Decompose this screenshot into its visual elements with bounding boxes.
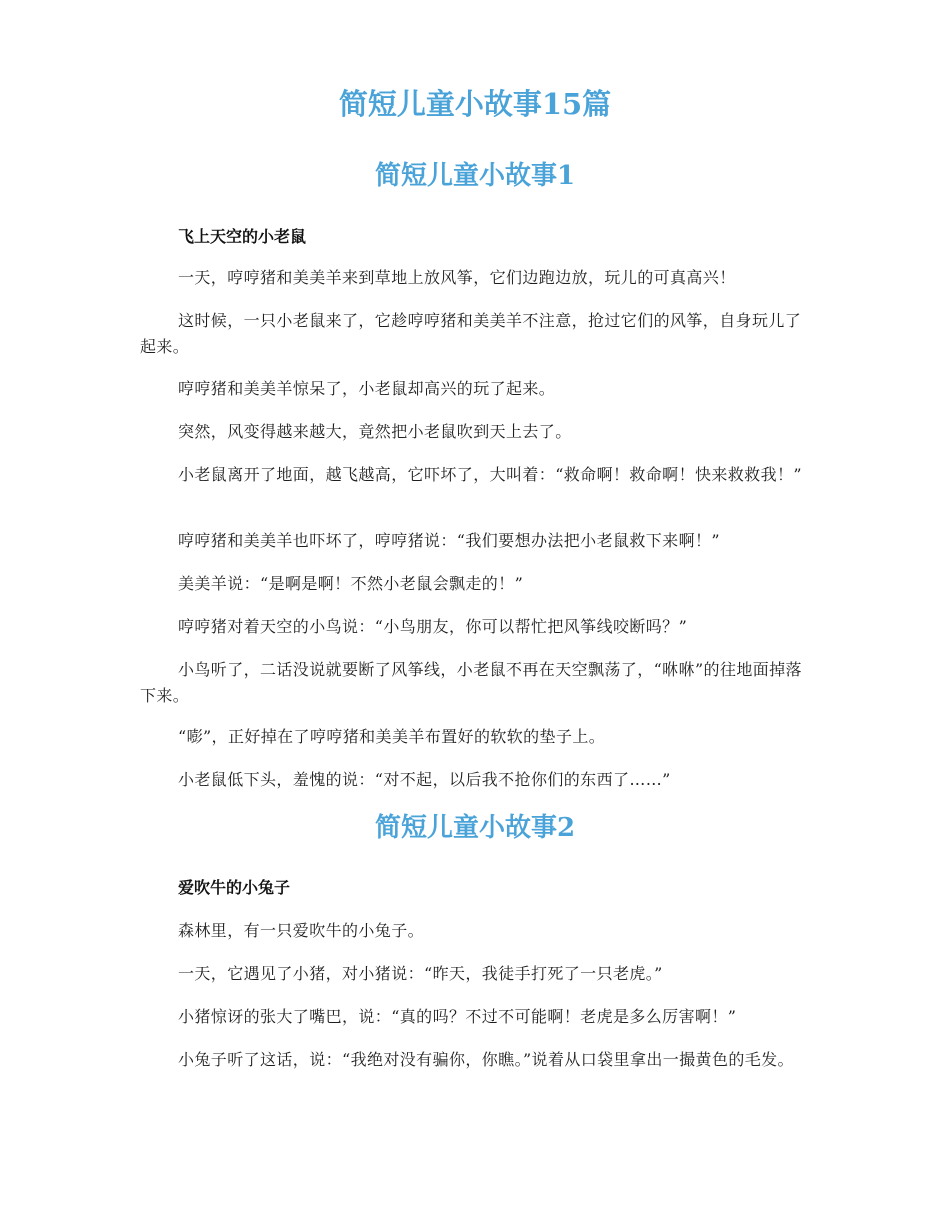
story-heading-1: 简短儿童小故事1 — [374, 161, 576, 191]
paragraph: 一天，它遇见了小猪，对小猪说：“昨天，我徒手打死了一只老虎。” — [178, 964, 663, 983]
paragraph: 小猪惊讶的张大了嘴巴，说：“真的吗？不过不可能啊！老虎是多么厉害啊！” — [178, 1007, 737, 1026]
paragraph: 小老鼠离开了地面，越飞越高，它吓坏了，大叫着：“救命啊！救命啊！快来救救我！” — [178, 465, 802, 484]
paragraph: “嘭”，正好掉在了哼哼猪和美美羊布置好的软软的垫子上。 — [178, 727, 606, 746]
paragraph: 这时候，一只小老鼠来了，它趁哼哼猪和美美羊不注意，抢过它们的风筝，自身玩儿了起来。 — [140, 311, 802, 356]
paragraph: 小兔子听了这话，说：“我绝对没有骗你，你瞧。”说着从口袋里拿出一撮黄色的毛发。 — [178, 1050, 794, 1069]
paragraph: 美美羊说：“是啊是啊！不然小老鼠会飘走的！” — [178, 574, 524, 593]
paragraph: 哼哼猪和美美羊也吓坏了，哼哼猪说：“我们要想办法把小老鼠救下来啊！” — [178, 531, 720, 550]
document-title: 简短儿童小故事15篇 — [338, 87, 612, 121]
paragraph: 突然，风变得越来越大，竟然把小老鼠吹到天上去了。 — [178, 422, 572, 441]
paragraph: 哼哼猪和美美羊惊呆了，小老鼠却高兴的玩了起来。 — [178, 379, 556, 398]
story-subtitle-1: 飞上天空的小老鼠 — [178, 227, 307, 246]
paragraph: 一天，哼哼猪和美美羊来到草地上放风筝，它们边跑边放，玩儿的可真高兴！ — [178, 268, 736, 287]
paragraph: 森林里，有一只爱吹牛的小兔子。 — [178, 921, 425, 940]
story-subtitle-2: 爱吹牛的小兔子 — [178, 878, 291, 897]
paragraph: 哼哼猪对着天空的小鸟说：“小鸟朋友，你可以帮忙把风筝线咬断吗？” — [178, 617, 688, 636]
paragraph: 小老鼠低下头，羞愧的说：“对不起，以后我不抢你们的东西了……” — [178, 770, 671, 789]
paragraph: 小鸟听了，二话没说就要断了风筝线，小老鼠不再在天空飘荡了，“咻咻”的往地面掉落下来。 — [140, 660, 802, 705]
story-heading-2: 简短儿童小故事2 — [374, 813, 576, 843]
